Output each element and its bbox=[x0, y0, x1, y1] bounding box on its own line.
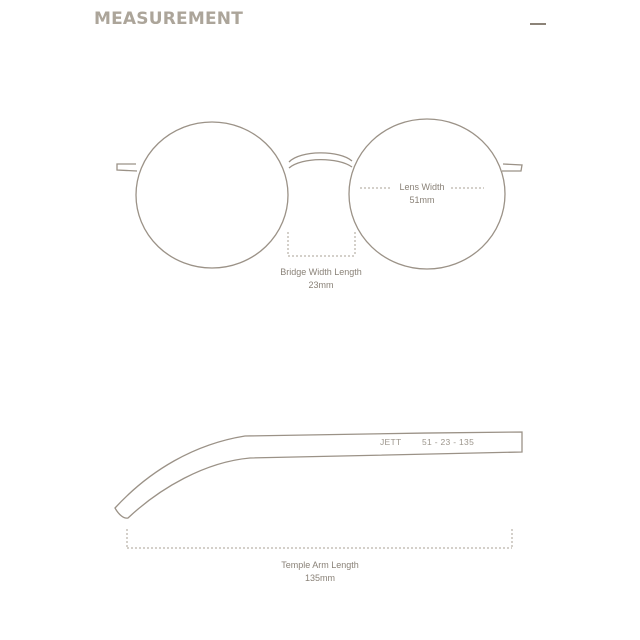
lens-width-value: 51mm bbox=[409, 195, 435, 205]
lens-width-info bbox=[372, 181, 472, 207]
left-lens bbox=[136, 122, 288, 268]
bridge-width-label: Bridge Width Length bbox=[280, 267, 362, 277]
bridge-width-info bbox=[251, 266, 391, 292]
bridge bbox=[289, 153, 352, 162]
left-temple-hinge bbox=[117, 164, 137, 171]
right-temple-hinge bbox=[502, 164, 522, 171]
lens-width-label: Lens Width bbox=[399, 182, 445, 192]
temple-model-imprint: JETT bbox=[380, 437, 402, 447]
temple-arm-info bbox=[250, 559, 390, 585]
bridge-width-marker bbox=[288, 232, 355, 256]
bridge-inner bbox=[289, 160, 352, 168]
temple-length-marker bbox=[127, 529, 512, 548]
temple-arm-label: Temple Arm Length bbox=[281, 560, 359, 570]
page-title: MEASUREMENT bbox=[94, 9, 243, 29]
bridge-width-value: 23mm bbox=[308, 280, 334, 290]
temple-arm-value: 135mm bbox=[304, 573, 335, 583]
temple-size-imprint: 51 - 23 - 135 bbox=[422, 437, 475, 447]
